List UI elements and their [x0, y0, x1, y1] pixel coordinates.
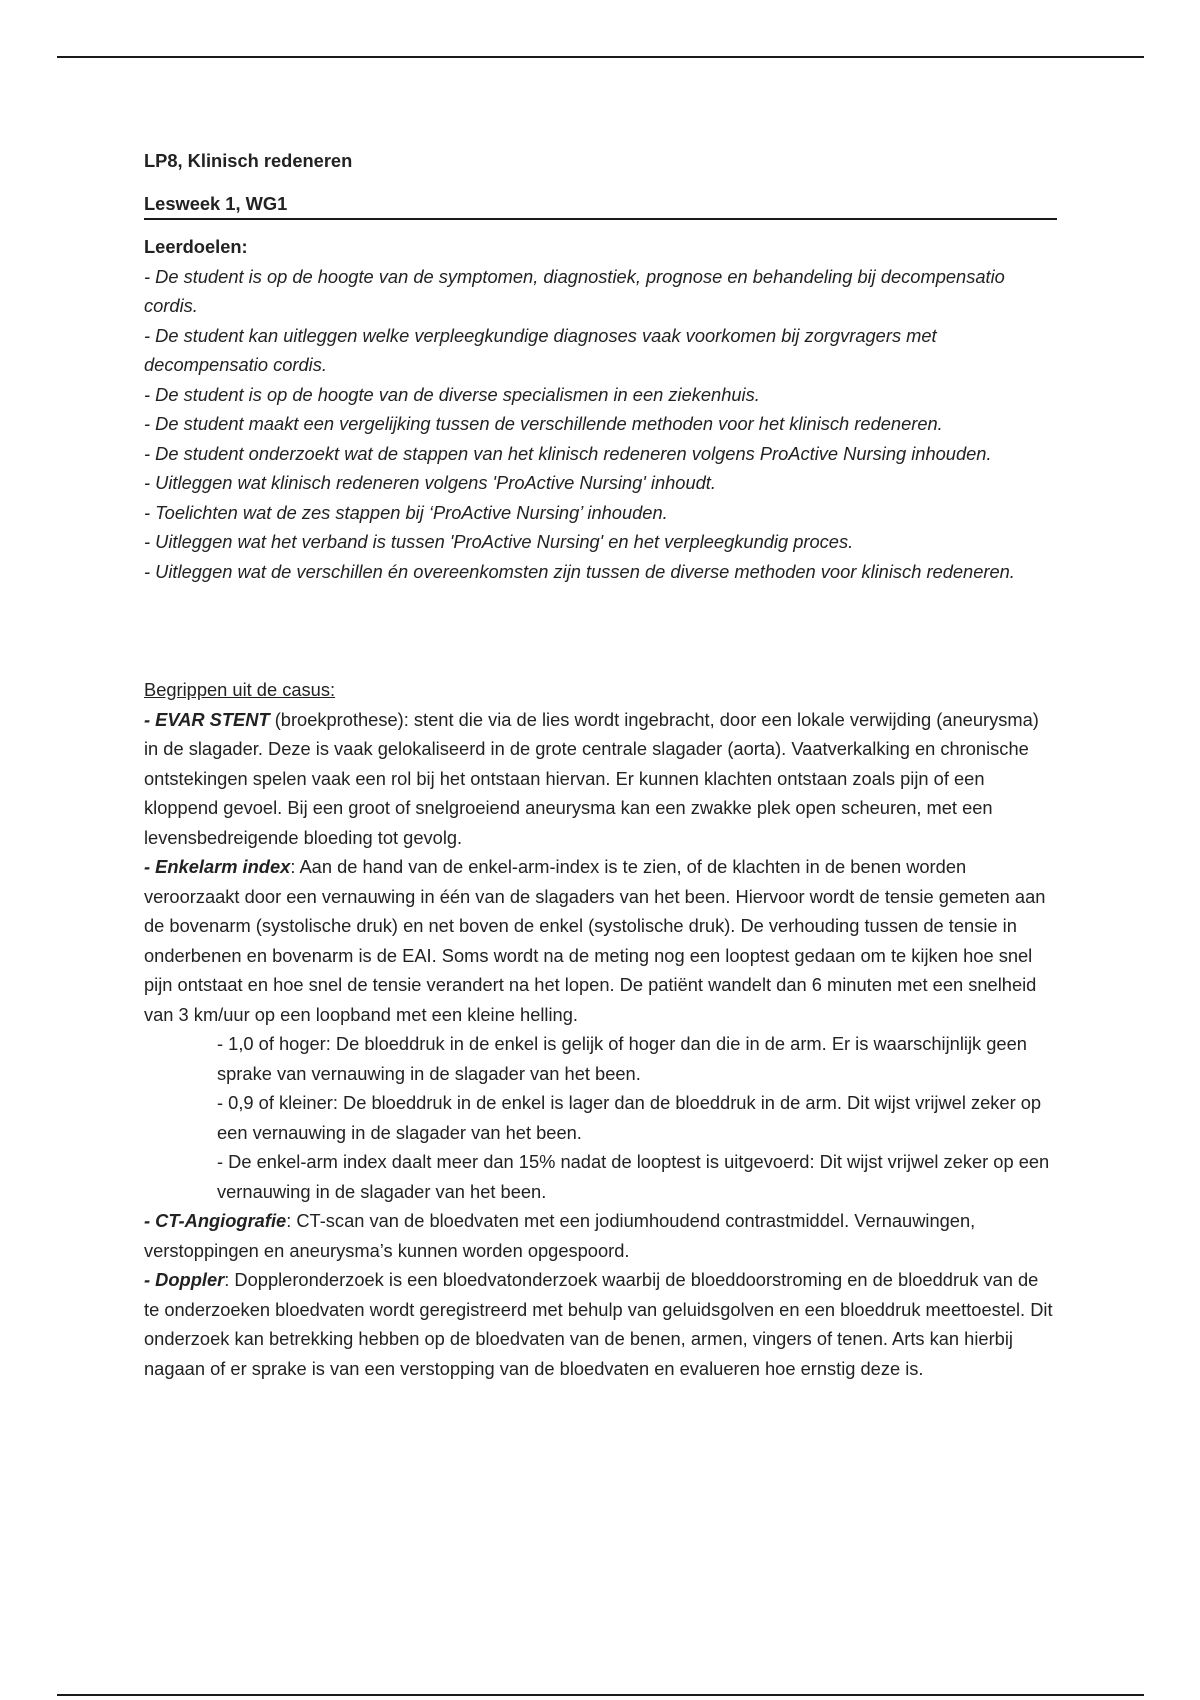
learning-goal-item: - De student is op de hoogte van de symptomen, diagnostiek, prognose en behandeling bij decompensatio cordis. — [144, 265, 1005, 316]
concepts-heading: Begrippen uit de casus: — [144, 679, 336, 700]
term-name: Doppler — [155, 1269, 225, 1290]
learning-goal-item: - Uitleggen wat klinisch redeneren volgens 'ProActive Nursing' inhoudt. — [144, 472, 716, 493]
page-bottom-rule — [57, 1694, 1144, 1696]
term-prefix: - — [144, 708, 156, 730]
learning-goal-item: - Toelichten wat de zes stappen bij ‘ProActive Nursing’ inhouden. — [144, 501, 668, 523]
term-description: : Aan de hand van de enkel-arm-index is te zien, of de klachten in de benen worden veroorzaakt door een vernauwing in één van de slagaders van het been. Hiervoor wordt de tensie gemeten aan de bovenarm (systolische druk) en net boven de enkel (systolische druk). De verhouding tussen de tensie in onderbenen en bovenarm is de EAI. Soms wordt na de meting nog een looptest gedaan om te kijken hoe snel pijn ontstaat en hoe snel de tensie verandert na het lopen. De patiënt wandelt dan 6 minuten met een snelheid van 3 km/uur op een loopband met een kleine helling. — [144, 856, 1046, 1025]
term-ct-angiografie — [144, 1206, 1057, 1265]
term-prefix: - — [144, 1269, 156, 1290]
term-description: : Doppleronderzoek is een bloedvatonderzoek waarbij de bloeddoorstroming en de bloeddruk van de te onderzoeken bloedvaten wordt geregistreerd met behulp van geluidsgolven en een bloeddruk meettoestel. Dit onderzoek kan betrekking hebben op de bloedvaten van de benen, armen, vingers of tenen. Arts kan hierbij nagaan of er sprake is van een verstopping van de bloedvaten en evalueren hoe ernstig deze is. — [144, 1269, 1053, 1379]
eai-interpretation-list — [144, 1029, 1057, 1206]
document-title: LP8, Klinisch redeneren — [144, 150, 353, 171]
learning-goal-item: - Uitleggen wat het verband is tussen 'ProActive Nursing' en het verpleegkundig proces. — [144, 531, 854, 552]
term-name: EVAR STENT — [155, 708, 270, 730]
learning-goals-heading: Leerdoelen: — [144, 236, 248, 257]
learning-goal-item: - De student onderzoekt wat de stappen van het klinisch redeneren volgens ProActive Nursing inhouden. — [144, 442, 992, 464]
term-description: (broekprothese): stent die via de lies wordt ingebracht, door een lokale verwijding (aneurysma) in de slagader. Deze is vaak gelokaliseerd in de grote centrale slagader (aorta). Vaatverkalking en chronische ontstekingen spelen vaak een rol bij het ontstaan hiervan. Er kunnen klachten ontstaan zoals pijn of een kloppend gevoel. Bij een groot of snelgroeiend aneurysma kan een zwakke plek open scheuren, met een levensbedreigende bloeding tot gevolg. — [144, 708, 1039, 848]
learning-goal-item: - Uitleggen wat de verschillen én overeenkomsten zijn tussen de diverse methoden voor klinisch redeneren. — [144, 560, 1015, 582]
document-body — [144, 146, 1057, 1383]
term-enkelarm-index — [144, 852, 1057, 1206]
term-name: CT-Angiografie — [155, 1210, 287, 1231]
eai-interpretation-item: - 1,0 of hoger: De bloeddruk in de enkel is gelijk of hoger dan die in de arm. Er is waarschijnlijk geen sprake van vernauwing in de slagader van het been. — [217, 1033, 1027, 1084]
term-doppler — [144, 1265, 1057, 1383]
learning-goal-item: - De student maakt een vergelijking tussen de verschillende methoden voor het klinisch redeneren. — [144, 413, 943, 434]
document-subtitle: Lesweek 1, WG1 — [144, 189, 1057, 221]
term-description: : CT-scan van de bloedvaten met een jodiumhoudend contrastmiddel. Vernauwingen, verstoppingen en aneurysma’s kunnen worden opgespoord. — [144, 1210, 976, 1261]
eai-interpretation-item: - De enkel-arm index daalt meer dan 15% nadat de looptest is uitgevoerd: Dit wijst vrijwel zeker op een vernauwing in de slagader van het been. — [217, 1151, 1050, 1202]
term-prefix: - — [144, 1210, 156, 1231]
term-prefix: - — [144, 856, 156, 877]
page-top-rule — [57, 56, 1144, 58]
term-name: Enkelarm index — [155, 856, 291, 877]
term-evar-stent — [144, 705, 1057, 853]
eai-interpretation-item: - 0,9 of kleiner: De bloeddruk in de enkel is lager dan de bloeddruk in de arm. Dit wijst vrijwel zeker op een vernauwing in de slagader van het been. — [217, 1092, 1042, 1143]
learning-goal-item: - De student is op de hoogte van de diverse specialismen in een ziekenhuis. — [144, 383, 760, 405]
concepts-section — [144, 675, 1057, 1383]
learning-goal-item: - De student kan uitleggen welke verpleegkundige diagnoses vaak voorkomen bij zorgvragers met decompensatio cordis. — [144, 324, 937, 375]
learning-goals-section — [144, 232, 1057, 586]
